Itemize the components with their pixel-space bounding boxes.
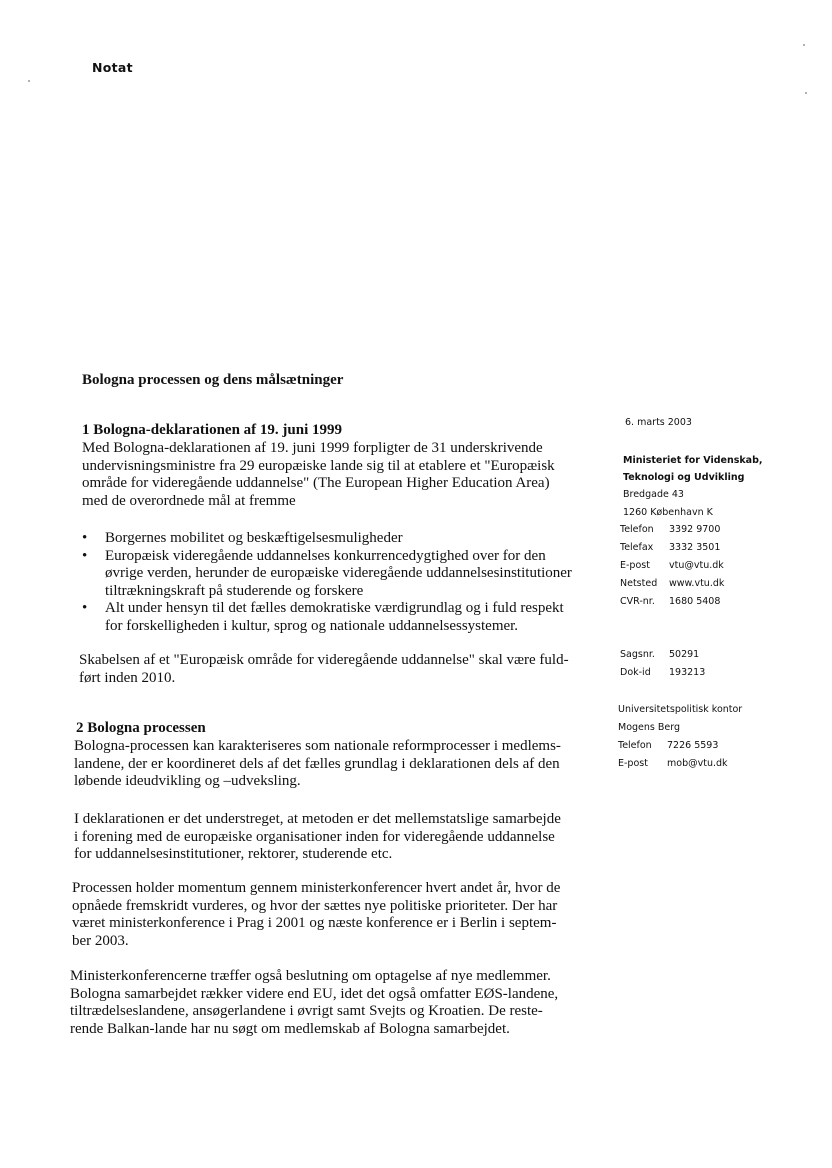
section-1-heading: 1 Bologna-deklarationen af 19. juni 1999 [82, 422, 343, 438]
text-line: Bologna samarbejdet rækker videre end EU, idet det også omfatter EØS-landene, [70, 985, 559, 1002]
scan-speck [803, 44, 805, 46]
bullet-item [82, 530, 572, 548]
document-type-label: Notat [92, 60, 133, 75]
contact-label: CVR-nr. [620, 596, 655, 607]
contact-label: Netsted [620, 578, 658, 589]
text-line: for uddannelsesinstitutioner, rektorer, studerende etc. [74, 846, 393, 862]
text-line: været ministerkonference i Prag i 2001 og næste konference er i Berlin i septem- [72, 915, 557, 931]
contact-value: vtu@vtu.dk [669, 560, 724, 571]
ministry-name-line: Ministeriet for Videnskab, [623, 455, 763, 466]
case-row [620, 664, 705, 682]
text-line: tiltrækningskraft på studerende og forskere [105, 582, 364, 599]
document-title: Bologna processen og dens målsætninger [82, 372, 344, 388]
ministry-address [623, 486, 713, 522]
document-date: 6. marts 2003 [625, 417, 692, 428]
text-line: tiltrædelseslandene, ansøgerlandene i øvrigt samt Svejts og Kroatien. De reste- [70, 1003, 543, 1019]
scan-speck [28, 80, 30, 82]
ministry-name-line: Teknologi og Udvikling [623, 472, 745, 483]
text-line: for forskelligheden i kultur, sprog og nationale uddannelsessystemer. [105, 617, 519, 634]
text-line: løbende ideudvikling og –udveksling. [74, 773, 301, 789]
bullet-dot-icon: • [82, 600, 88, 616]
ministry-contact [620, 521, 724, 611]
case-label: Sagsnr. [620, 649, 655, 660]
contact-value: 3392 9700 [669, 524, 721, 535]
contact-row [620, 539, 724, 557]
contact-row [620, 575, 724, 593]
contact-label: Telefax [620, 542, 654, 553]
goals-bullet-list [82, 530, 572, 635]
case-value: 193213 [669, 667, 706, 678]
ministry-name [623, 452, 763, 486]
case-reference [620, 646, 705, 682]
text-line: med de overordnede mål at fremme [82, 492, 296, 509]
text-line: landene, der er koordineret dels af det fælles grundlag i deklarationen dels af den [74, 755, 560, 772]
section-2-heading: 2 Bologna processen [76, 720, 206, 736]
text-line: opnåede fremskridt vurderes, og hvor der sættes nye politiske prioriteter. Der har [72, 897, 558, 914]
scan-speck [805, 92, 807, 94]
section-2-paragraph [70, 968, 558, 1038]
section-2-paragraph [72, 880, 560, 950]
case-label: Dok-id [620, 667, 651, 678]
contact-value: 3332 3501 [669, 542, 721, 553]
text-line: Ministerkonferencerne træffer også beslutning om optagelse af nye medlemmer. [70, 968, 551, 984]
text-line: Processen holder momentum gennem ministerkonferencer hvert andet år, hvor de [72, 880, 561, 896]
section-1-conclusion [79, 652, 569, 687]
contact-person: Mogens Berg [618, 722, 681, 733]
contact-value: 7226 5593 [667, 740, 719, 751]
section-1-intro [82, 440, 555, 510]
text-line: Europæisk videregående uddannelses konkurrencedygtighed over for den [105, 547, 546, 564]
text-line: Skabelsen af et "Europæisk område for videregående uddannelse" skal være fuld- [79, 652, 569, 668]
office-name: Universitetspolitisk kontor [618, 704, 743, 715]
text-line: øvrige verden, herunder de europæiske videregående uddannelsesinstitutioner [105, 565, 572, 581]
contact-value: www.vtu.dk [669, 578, 725, 589]
text-line: ført inden 2010. [79, 669, 176, 686]
text-line: ber 2003. [72, 932, 129, 949]
bullet-item [82, 600, 572, 635]
case-value: 50291 [669, 649, 700, 660]
contact-label: Telefon [620, 524, 654, 535]
case-row [620, 646, 705, 664]
text-line: Med Bologna-deklarationen af 19. juni 1999 forpligter de 31 underskrivende [82, 440, 543, 456]
bullet-item [82, 548, 572, 601]
contact-label: E-post [618, 758, 648, 769]
text-line: i forening med de europæiske organisationer inden for videregående uddannelse [74, 828, 555, 845]
bullet-dot-icon: • [82, 547, 88, 564]
contact-row [620, 593, 724, 611]
text-line: I deklarationen er det understreget, at metoden er det mellemstatslige samarbejde [74, 811, 561, 827]
bullet-dot-icon: • [82, 530, 88, 546]
address-line: 1260 København K [623, 507, 713, 518]
contact-value: mob@vtu.dk [667, 758, 728, 769]
section-2-paragraph [74, 738, 561, 791]
contact-row [618, 737, 742, 755]
text-line: Alt under hensyn til det fælles demokratiske værdigrundlag og i fuld respekt [105, 600, 564, 616]
text-line: rende Balkan-lande har nu søgt om medlemskab af Bologna samarbejdet. [70, 1020, 510, 1037]
contact-row [620, 521, 724, 539]
contact-row [620, 557, 724, 575]
contact-label: Telefon [618, 740, 652, 751]
contact-label: E-post [620, 560, 650, 571]
contact-value: 1680 5408 [669, 596, 721, 607]
section-2-paragraph [74, 811, 561, 864]
contact-row [618, 755, 742, 773]
address-line: Bredgade 43 [623, 489, 684, 500]
office-contact [618, 701, 742, 773]
text-line: Borgernes mobilitet og beskæftigelsesmuligheder [105, 530, 403, 546]
text-line: undervisningsministre fra 29 europæiske lande sig til at etablere et "Europæisk [82, 457, 555, 474]
text-line: område for videregående uddannelse" (The European Higher Education Area) [82, 475, 550, 491]
text-line: Bologna-processen kan karakteriseres som nationale reformprocesser i medlems- [74, 738, 561, 754]
